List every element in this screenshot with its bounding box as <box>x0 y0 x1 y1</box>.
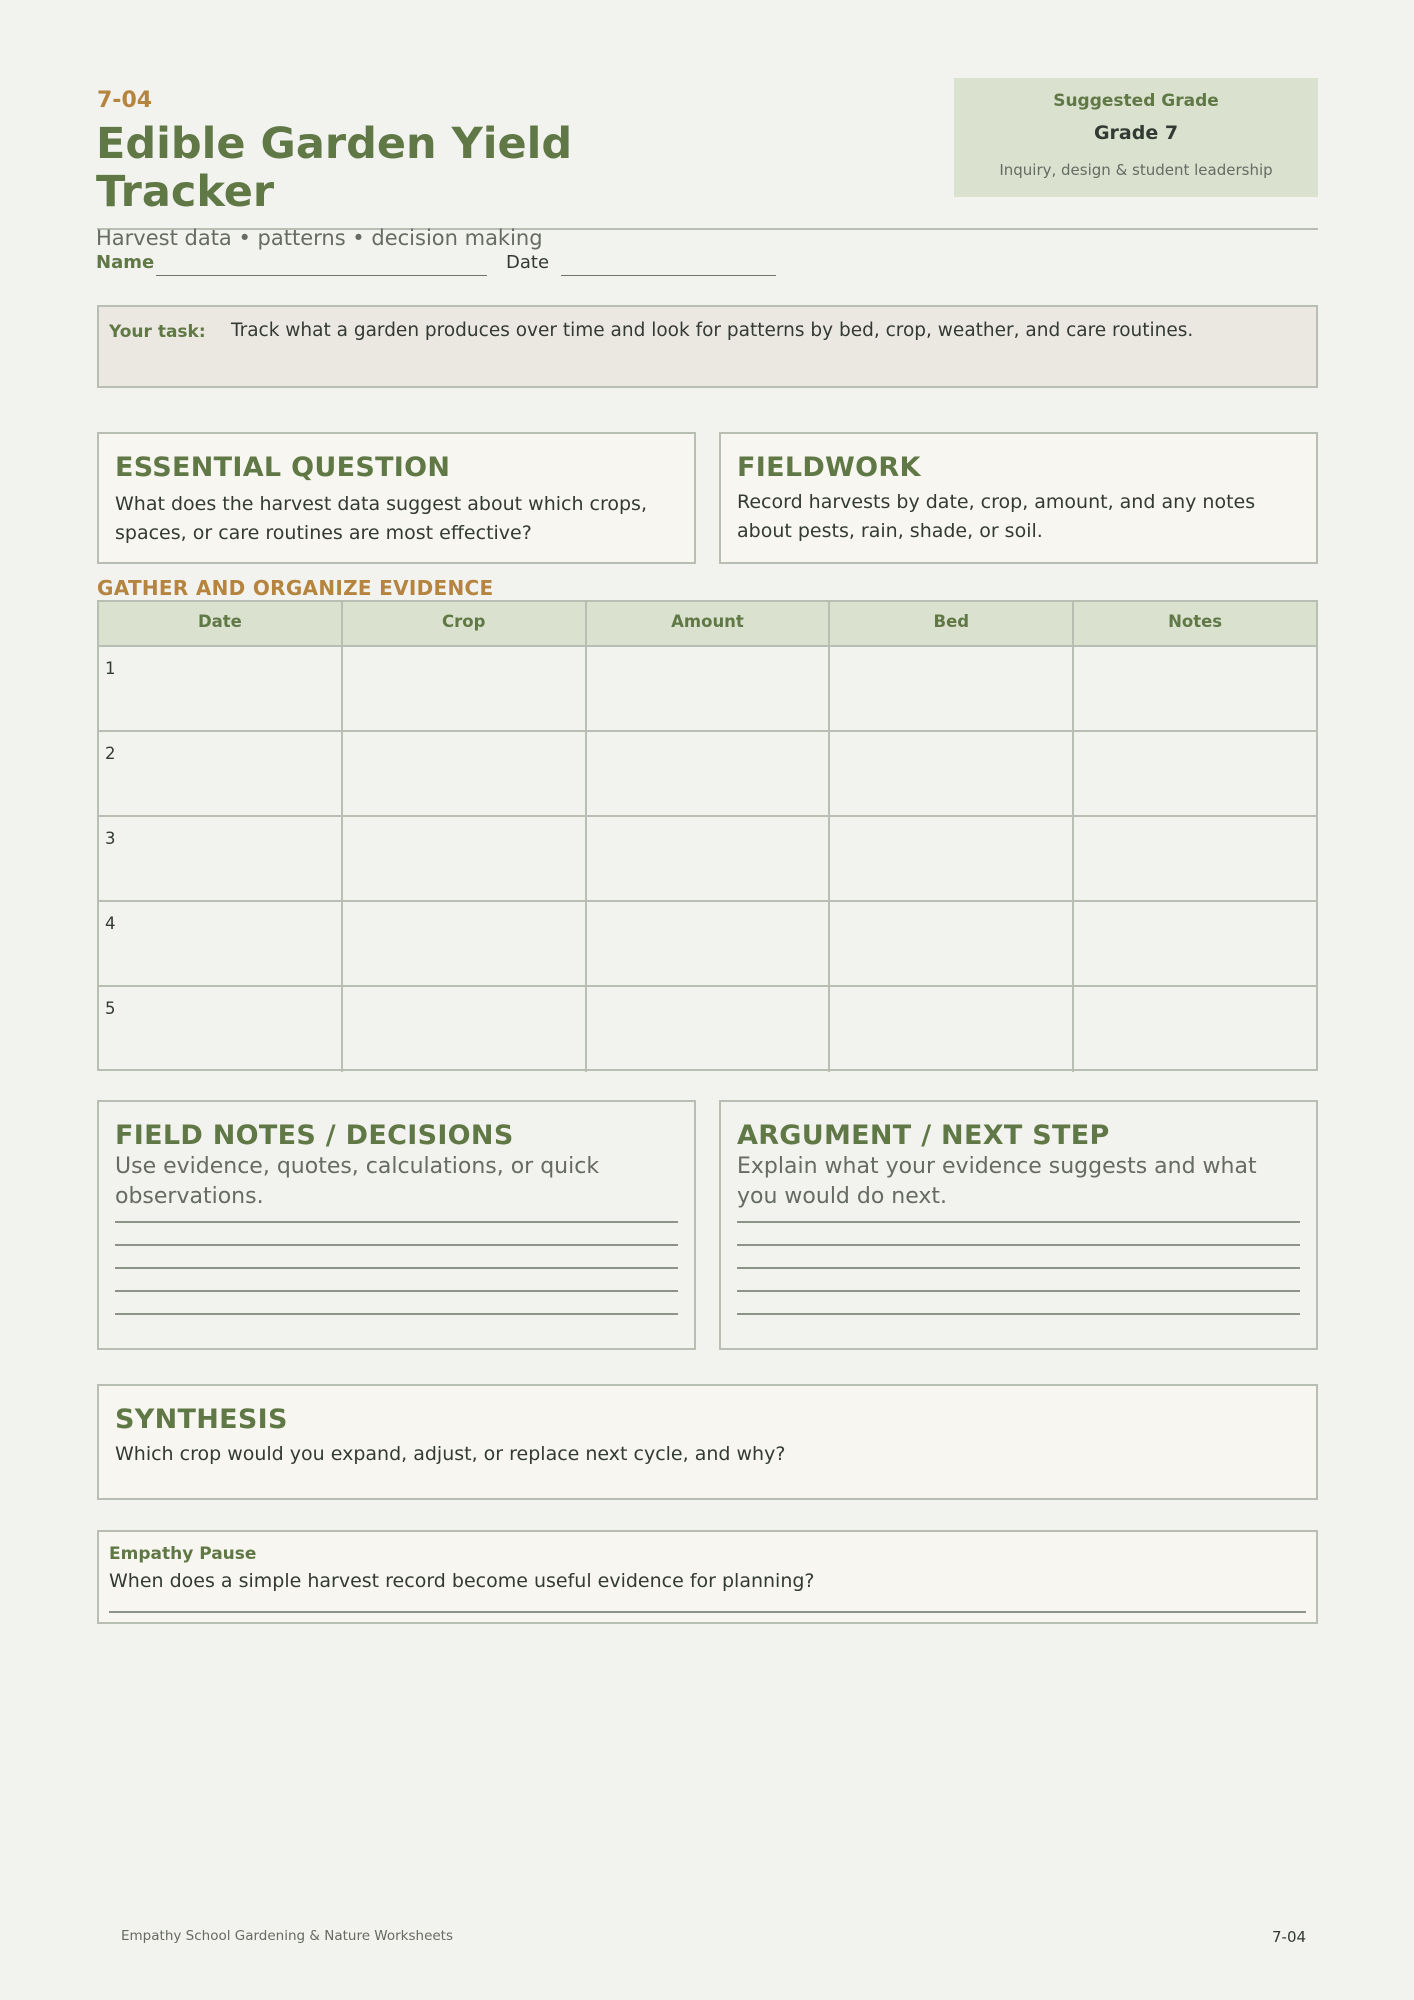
evidence-table <box>97 600 1318 1071</box>
table-header <box>99 602 1316 647</box>
row-number: 1 <box>105 659 116 678</box>
fieldwork-heading: FIELDWORK <box>737 452 921 483</box>
writing-line[interactable] <box>115 1221 678 1223</box>
writing-line[interactable] <box>115 1267 678 1269</box>
table-row <box>99 902 1316 987</box>
table-cell[interactable] <box>343 647 587 730</box>
table-cell[interactable] <box>830 732 1074 815</box>
row-number: 3 <box>105 829 116 848</box>
suggested-grade-box <box>954 78 1318 197</box>
grade-focus: Inquiry, design & student leadership <box>999 161 1273 179</box>
table-cell[interactable] <box>1074 987 1316 1072</box>
writing-line[interactable] <box>109 1611 1306 1613</box>
row-number: 5 <box>105 999 116 1018</box>
writing-line[interactable] <box>737 1221 1300 1223</box>
task-label: Your task: <box>109 322 206 342</box>
worksheet-code: 7-04 <box>97 88 153 113</box>
row-number: 4 <box>105 914 116 933</box>
row-number: 2 <box>105 744 116 763</box>
empathy-pause-box <box>97 1530 1318 1624</box>
table-cell[interactable] <box>1074 902 1316 985</box>
writing-line[interactable] <box>115 1313 678 1315</box>
footer-page-code: 7-04 <box>1272 1928 1307 1946</box>
table-row <box>99 732 1316 817</box>
table-cell[interactable] <box>99 817 343 900</box>
date-field[interactable] <box>561 275 776 276</box>
table-cell[interactable] <box>587 902 831 985</box>
name-label: Name <box>96 252 155 273</box>
essential-question-text: What does the harvest data suggest about which crops, spaces, or care routines are most effective? <box>115 493 647 544</box>
table-cell[interactable] <box>343 817 587 900</box>
table-cell[interactable] <box>587 647 831 730</box>
grade-value: Grade 7 <box>1093 122 1179 144</box>
column-header: Date <box>99 602 343 645</box>
table-row <box>99 817 1316 902</box>
fieldwork-text: Record harvests by date, crop, amount, and any notes about pests, rain, shade, or soil. <box>737 491 1256 542</box>
argument-hint: Explain what your evidence suggests and what you would do next. <box>737 1154 1257 1209</box>
page-title: Edible Garden Yield Tracker <box>96 119 573 217</box>
table-cell[interactable] <box>99 647 343 730</box>
table-cell[interactable] <box>1074 732 1316 815</box>
table-cell[interactable] <box>587 987 831 1072</box>
table-cell[interactable] <box>1074 647 1316 730</box>
table-cell[interactable] <box>343 987 587 1072</box>
table-row <box>99 987 1316 1072</box>
date-label: Date <box>506 252 550 273</box>
field-notes-card <box>97 1100 696 1350</box>
table-row <box>99 647 1316 732</box>
empathy-text: When does a simple harvest record become useful evidence for planning? <box>109 1570 815 1592</box>
table-cell[interactable] <box>830 817 1074 900</box>
column-header: Amount <box>587 602 831 645</box>
table-cell[interactable] <box>830 987 1074 1072</box>
table-cell[interactable] <box>1074 817 1316 900</box>
table-cell[interactable] <box>830 647 1074 730</box>
column-header: Crop <box>343 602 587 645</box>
writing-line[interactable] <box>737 1290 1300 1292</box>
table-cell[interactable] <box>587 732 831 815</box>
field-notes-hint: Use evidence, quotes, calculations, or quick observations. <box>115 1154 600 1209</box>
task-text: Track what a garden produces over time and look for patterns by bed, crop, weather, and care routines. <box>231 320 1194 341</box>
synthesis-card <box>97 1384 1318 1500</box>
writing-line[interactable] <box>115 1290 678 1292</box>
synthesis-heading: SYNTHESIS <box>115 1404 288 1435</box>
column-header: Notes <box>1168 612 1223 631</box>
essential-question-card <box>97 432 696 564</box>
field-notes-heading: FIELD NOTES / DECISIONS <box>115 1120 514 1151</box>
argument-heading: ARGUMENT / NEXT STEP <box>737 1120 1110 1151</box>
column-header: Bed <box>830 602 1074 645</box>
page-subtitle: Harvest data • patterns • decision making <box>96 226 543 250</box>
argument-card <box>719 1100 1318 1350</box>
table-cell[interactable] <box>587 817 831 900</box>
name-field[interactable] <box>156 275 487 276</box>
table-cell[interactable] <box>830 902 1074 985</box>
essential-question-heading: ESSENTIAL QUESTION <box>115 452 451 483</box>
synthesis-text: Which crop would you expand, adjust, or replace next cycle, and why? <box>115 1443 786 1465</box>
task-box <box>97 305 1318 388</box>
table-cell[interactable] <box>343 732 587 815</box>
evidence-heading: GATHER AND ORGANIZE EVIDENCE <box>97 576 494 600</box>
writing-line[interactable] <box>737 1313 1300 1315</box>
fieldwork-card <box>719 432 1318 564</box>
writing-line[interactable] <box>115 1244 678 1246</box>
writing-line[interactable] <box>737 1267 1300 1269</box>
footer-series: Empathy School Gardening & Nature Worksheets <box>121 1928 454 1944</box>
table-cell[interactable] <box>99 732 343 815</box>
empathy-label: Empathy Pause <box>109 1544 257 1564</box>
grade-label: Suggested Grade <box>1053 91 1219 111</box>
writing-line[interactable] <box>737 1244 1300 1246</box>
table-cell[interactable] <box>99 987 343 1072</box>
table-cell[interactable] <box>99 902 343 985</box>
table-cell[interactable] <box>343 902 587 985</box>
